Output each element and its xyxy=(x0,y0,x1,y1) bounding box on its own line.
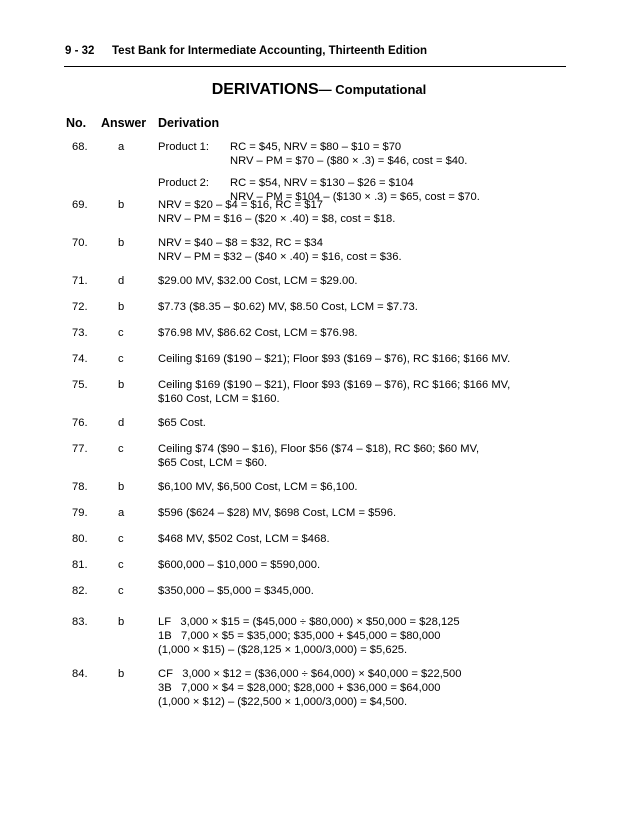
derivation-text xyxy=(158,300,588,314)
derivation-line: Ceiling $74 ($90 – $16), Floor $56 ($74 – $18), RC $60; $60 MV, xyxy=(158,443,480,455)
derivation-text xyxy=(158,140,588,204)
question-number: 71. xyxy=(72,275,88,287)
column-header-no: No. xyxy=(66,116,87,130)
derivation-group xyxy=(158,140,588,168)
answer-letter: b xyxy=(118,668,125,680)
derivation-line: Ceiling $169 ($190 – $21); Floor $93 ($169 – $76), RC $166; $166 MV. xyxy=(158,353,511,365)
column-header-derivation: Derivation xyxy=(158,116,220,130)
answer-letter: b xyxy=(118,199,125,211)
derivation-line: NRV – PM = $70 – ($80 × .3) = $46, cost = $40. xyxy=(230,155,468,167)
derivation-group xyxy=(158,442,588,470)
answer-letter: d xyxy=(118,275,125,287)
derivation-text xyxy=(158,558,588,572)
derivation-text xyxy=(158,615,588,657)
derivation-group xyxy=(158,667,588,709)
product-label: Product 2: xyxy=(158,177,209,189)
derivation-line: NRV – PM = $32 – ($40 × .40) = $16, cost = $36. xyxy=(158,251,402,263)
derivation-line: $76.98 MV, $86.62 Cost, LCM = $76.98. xyxy=(158,327,358,339)
derivation-line: CF 3,000 × $12 = ($36,000 ÷ $64,000) × $40,000 = $22,500 xyxy=(158,668,462,680)
answer-letter: c xyxy=(118,533,124,545)
answer-letter: b xyxy=(118,481,125,493)
derivation-group xyxy=(158,236,588,264)
derivation-text xyxy=(158,480,588,494)
answer-letter: b xyxy=(118,616,125,628)
answer-letter: c xyxy=(118,443,124,455)
derivation-text xyxy=(158,352,588,366)
derivation-text xyxy=(158,532,588,546)
question-number: 82. xyxy=(72,585,88,597)
derivation-group xyxy=(158,480,588,494)
question-number: 74. xyxy=(72,353,88,365)
derivation-group xyxy=(158,416,588,430)
derivation-group xyxy=(158,352,588,366)
product-label: Product 1: xyxy=(158,141,209,153)
derivation-text xyxy=(158,506,588,520)
answer-letter: b xyxy=(118,379,125,391)
derivation-text xyxy=(158,236,588,264)
question-number: 69. xyxy=(72,199,88,211)
derivation-text xyxy=(158,198,588,226)
derivation-text xyxy=(158,378,588,406)
derivation-line: RC = $45, NRV = $80 – $10 = $70 xyxy=(230,141,402,153)
question-number: 70. xyxy=(72,237,88,249)
question-number: 75. xyxy=(72,379,88,391)
derivation-line: LF 3,000 × $15 = ($45,000 ÷ $80,000) × $50,000 = $28,125 xyxy=(158,616,460,628)
derivation-line: $65 Cost. xyxy=(158,417,206,429)
derivation-line: $600,000 – $10,000 = $590,000. xyxy=(158,559,321,571)
derivation-text xyxy=(158,667,588,709)
derivation-group xyxy=(158,198,588,226)
derivation-line: (1,000 × $15) – ($28,125 × 1,000/3,000) = $5,625. xyxy=(158,644,408,656)
question-number: 83. xyxy=(72,616,88,628)
derivation-group xyxy=(158,378,588,406)
derivation-line: $468 MV, $502 Cost, LCM = $468. xyxy=(158,533,330,545)
derivation-line: NRV – PM = $16 – ($20 × .40) = $8, cost = $18. xyxy=(158,213,396,225)
question-number: 76. xyxy=(72,417,88,429)
column-header-answer: Answer xyxy=(101,116,147,130)
derivation-group xyxy=(158,558,588,572)
question-number: 73. xyxy=(72,327,88,339)
derivation-group xyxy=(158,326,588,340)
section-title-main: DERIVATIONS xyxy=(211,81,319,98)
derivation-line: $6,100 MV, $6,500 Cost, LCM = $6,100. xyxy=(158,481,358,493)
question-number: 72. xyxy=(72,301,88,313)
answer-letter: d xyxy=(118,417,125,429)
derivation-line: 1B 7,000 × $5 = $35,000; $35,000 + $45,000 = $80,000 xyxy=(158,630,441,642)
derivation-group xyxy=(158,274,588,288)
derivation-line: RC = $54, NRV = $130 – $26 = $104 xyxy=(230,177,414,189)
derivation-group xyxy=(158,532,588,546)
derivation-group xyxy=(158,584,588,598)
answer-letter: a xyxy=(118,141,125,153)
answer-letter: c xyxy=(118,585,124,597)
question-number: 84. xyxy=(72,668,88,680)
answer-letter: b xyxy=(118,301,125,313)
question-number: 77. xyxy=(72,443,88,455)
derivation-line: $29.00 MV, $32.00 Cost, LCM = $29.00. xyxy=(158,275,358,287)
derivation-text xyxy=(158,442,588,470)
question-number: 80. xyxy=(72,533,88,545)
answer-letter: a xyxy=(118,507,125,519)
derivation-line: $65 Cost, LCM = $60. xyxy=(158,457,268,469)
derivation-line: (1,000 × $12) – ($22,500 × 1,000/3,000) = $4,500. xyxy=(158,696,408,708)
answer-letter: c xyxy=(118,559,124,571)
page-number: 9 - 32 xyxy=(65,45,95,57)
question-number: 78. xyxy=(72,481,88,493)
derivation-line: $7.73 ($8.35 – $0.62) MV, $8.50 Cost, LCM = $7.73. xyxy=(158,301,418,313)
derivation-text xyxy=(158,274,588,288)
derivation-line: $350,000 – $5,000 = $345,000. xyxy=(158,585,314,597)
derivation-line: $596 ($624 – $28) MV, $698 Cost, LCM = $596. xyxy=(158,507,397,519)
question-number: 68. xyxy=(72,141,88,153)
derivation-text xyxy=(158,584,588,598)
derivation-line: Ceiling $169 ($190 – $21), Floor $93 ($169 – $76), RC $166; $166 MV, xyxy=(158,379,511,391)
derivation-line: NRV – PM = $104 – ($130 × .3) = $65, cost = $70. xyxy=(230,191,480,203)
derivation-line: $160 Cost, LCM = $160. xyxy=(158,393,280,405)
derivation-text xyxy=(158,416,588,430)
book-title: Test Bank for Intermediate Accounting, Thirteenth Edition xyxy=(112,45,427,57)
derivation-line: 3B 7,000 × $4 = $28,000; $28,000 + $36,000 = $64,000 xyxy=(158,682,441,694)
question-number: 79. xyxy=(72,507,88,519)
derivation-line: NRV = $40 – $8 = $32, RC = $34 xyxy=(158,237,323,249)
section-title-sub: — Computational xyxy=(318,82,427,97)
answer-letter: c xyxy=(118,327,124,339)
derivation-group xyxy=(158,615,588,657)
derivation-group xyxy=(158,506,588,520)
answer-letter: c xyxy=(118,353,124,365)
question-number: 81. xyxy=(72,559,88,571)
derivation-line: NRV = $20 – $4 = $16, RC = $17 xyxy=(158,199,323,211)
derivation-text xyxy=(158,326,588,340)
derivation-group xyxy=(158,300,588,314)
answer-letter: b xyxy=(118,237,125,249)
